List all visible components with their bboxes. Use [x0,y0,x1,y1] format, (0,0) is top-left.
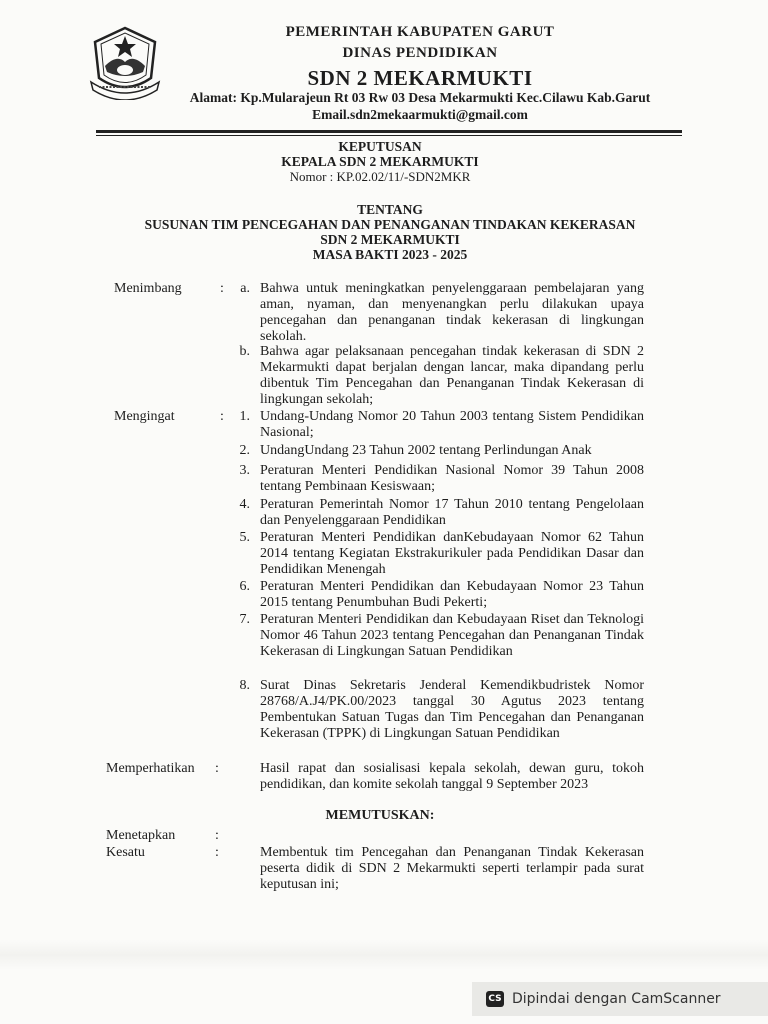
camscanner-icon: CS [486,991,504,1007]
decision-number: Nomor : KP.02.02/11/-SDN2MKR [289,169,471,184]
menetapkan-colon: : [215,828,219,843]
menimbang-item-b: Bahwa agar pelaksanaan pencegahan tindak kekerasan di SDN 2 Mekarmukti dapat berjalan dengan lancar, maka dipandang perlu dibentuk Tim Pencegahan dan Penanganan Tindak Kekerasan di lingkungan sekolah; [260,344,644,407]
menimbang-colon: : [220,281,224,296]
mengingat-mark-6: 6. [239,579,250,594]
mengingat-colon: : [220,409,224,424]
mengingat-item-1: Undang-Undang Nomor 20 Tahun 2003 tentang Sistem Pendidikan Nasional; [260,409,644,440]
mengingat-item-3: Peraturan Menteri Pendidikan Nasional Nomor 39 Tahun 2008 tentang Pembinaan Kesiswaan; [260,463,644,494]
menimbang-item-a: Bahwa untuk meningkatkan penyelenggaraan pembelajaran yang aman, nyaman, dan menyenangkan perlu dilakukan upaya pencegahan dan penanganan tindak kekerasan di lingkungan sekolah. [260,281,644,344]
mengingat-item-6: Peraturan Menteri Pendidikan dan Kebudayaan Nomor 23 Tahun 2015 tentang Penumbuhan Budi Pekerti; [260,579,644,610]
mengingat-mark-3: 3. [239,463,250,478]
subject-label: TENTANG [357,202,423,217]
memperhatikan-label: Memperhatikan [106,761,195,776]
mengingat-item-5: Peraturan Menteri Pendidikan danKebudayaan Nomor 62 Tahun 2014 tentang Kegiatan Ekstrakurikuler pada Pendidikan Dasar dan Pendidikan Menengah [260,530,644,577]
mengingat-item-4: Peraturan Pemerintah Nomor 17 Tahun 2010 tentang Pengelolaan dan Penyelenggaraan Pendidikan [260,497,644,528]
mengingat-mark-4: 4. [239,497,250,512]
mengingat-item-2: UndangUndang 23 Tahun 2002 tentang Perlindungan Anak [260,443,592,458]
kesatu-text: Membentuk tim Pencegahan dan Penanganan Tindak Kekerasan peserta didik di SDN 2 Mekarmukti seperti terlampir pada surat keputusan ini; [260,845,644,892]
memperhatikan-colon: : [215,761,219,776]
letterhead-rule-thin [96,135,682,136]
mengingat-item-7: Peraturan Menteri Pendidikan dan Kebudayaan Riset dan Teknologi Nomor 46 Tahun 2023 tentang Pencegahan dan Penanganan Tindak Kekerasan di Lingkungan Satuan Pendidikan [260,612,644,659]
mengingat-mark-1: 1. [239,409,250,424]
mengingat-label: Mengingat [114,409,175,424]
mengingat-mark-2: 2. [239,443,250,458]
mengingat-mark-7: 7. [239,612,250,627]
menimbang-label: Menimbang [114,281,182,296]
subject-line-3: MASA BAKTI 2023 - 2025 [312,247,468,262]
camscanner-label: Dipindai dengan CamScanner [512,991,721,1007]
camscanner-watermark [472,982,768,1016]
school-address: Alamat: Kp.Mularajeun Rt 03 Rw 03 Desa Mekarmukti Kec.Cilawu Kab.Garut [189,90,651,105]
garut-regency-emblem-icon [85,20,165,100]
verdict-heading: MEMUTUSKAN: [325,808,435,823]
decision-title: KEPUTUSAN [338,139,422,154]
menimbang-mark-b: b. [239,344,250,359]
letterhead-rule-thick [96,130,682,133]
subject-line-2: SDN 2 MEKARMUKTI [320,232,460,247]
menimbang-mark-a: a. [240,281,250,296]
mengingat-mark-5: 5. [239,530,250,545]
memperhatikan-text: Hasil rapat dan sosialisasi kepala sekolah, dewan guru, tokoh pendidikan, dan komite sekolah tanggal 9 September 2023 [260,761,644,792]
kesatu-label: Kesatu [106,845,145,860]
school-email: Email.sdn2mekaarmukti@gmail.com [312,107,528,122]
subject-line-1: SUSUNAN TIM PENCEGAHAN DAN PENANGANAN TINDAKAN KEKERASAN [144,217,636,232]
mengingat-item-8: Surat Dinas Sekretaris Jenderal Kemendikbudristek Nomor 28768/A.J4/PK.00/2023 tanggal 30 Agutus 2023 tentang Pembentukan Satuan Tugas dan Tim Pencegahan dan Penanganan Kekerasan (TPPK) di Lingkungan Satuan Pendidikan [260,678,644,741]
menetapkan-label: Menetapkan [106,828,176,843]
mengingat-mark-8: 8. [239,678,250,693]
school-name: SDN 2 MEKARMUKTI [307,66,533,90]
scan-smudge [0,940,768,970]
department-name: DINAS PENDIDIKAN [342,45,498,61]
decision-issuer: KEPALA SDN 2 MEKARMUKTI [281,154,479,169]
kesatu-colon: : [215,845,219,860]
government-name: PEMERINTAH KABUPATEN GARUT [285,24,555,40]
